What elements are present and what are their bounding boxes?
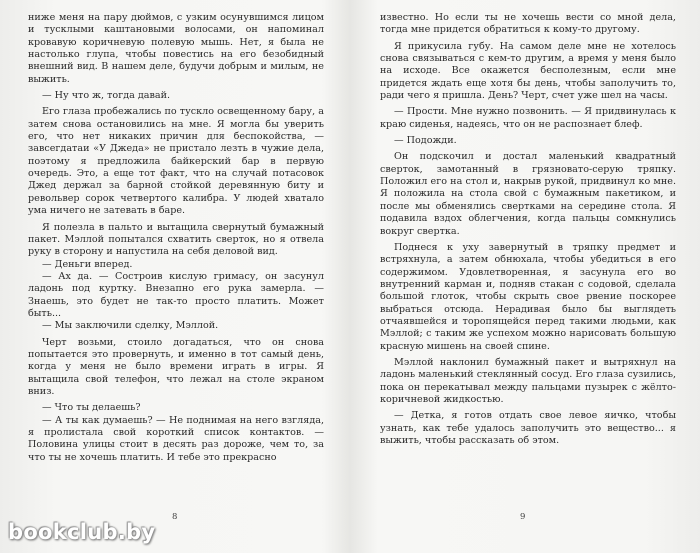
left-page (28, 12, 324, 532)
paragraph: — Ах да. — Состроив кислую гримасу, он засунул ладонь под куртку. Внезапно его рука замерла. — Знаешь, это будет не так-то просто платить. Может быть... (28, 270, 324, 319)
paragraph: — Деньги вперед. (42, 258, 133, 270)
watermark-logo: bookclub.by (8, 520, 156, 544)
paragraph: — Мы заключили сделку, Мэллой. (42, 320, 219, 332)
paragraph: — Что ты делаешь? (42, 402, 141, 414)
paragraph: Поднеся к уху завернутый в тряпку предмет и встряхнула, а затем обнюхала, чтобы убедиться в его содержимом. Удовлетворенная, я засунула его во внутренний карман и, подняв стакан с содовой, сделала большой глоток, чтобы скрыть свое рвение поскорее выбраться отсюда. Нерадивая было бы выглядеть отчаявшейся и торопящейся перед такими людьми, как Мэллой; с таким же успехом можно нарисовать большую красную мишень на своей спине. (380, 241, 676, 352)
right-page (380, 12, 676, 532)
paragraph: Его глаза пробежались по тускло освещенному бару, а затем снова остановились на мне. Я могла бы уверить его, что нет никаких причин для беспокойства, — завсегдатаи «У Джеда» не пристало лезть в чужие дела, поэтому я предложила байкерский бар в первую очередь. Это, а еще тот факт, что на случай потасовок Джед держал за барной стойкой деревянную биту и револьвер сорок четвертого калибра. У людей хватало ума ничего не затевать в баре. (28, 106, 324, 217)
paragraph: — Прости. Мне нужно позвонить. — Я придвинулась к краю сиденья, надеясь, что он не распознает блеф. (380, 106, 676, 130)
right-page-number: 9 (520, 512, 526, 522)
paragraph: — Подожди. (394, 135, 457, 147)
paragraph: Я прикусила губу. На самом деле мне не хотелось снова связываться с кем-то другим, а время у меня было на исходе. Все окажется бесполезным, если мне придется ждать еще хотя бы день, чтобы заполучить то, ради чего я пришла. День? Черт, счет уже шел на часы. (380, 40, 676, 102)
paragraph: Черт возьми, стоило догадаться, что он снова попытается это провернуть, и именно в тот самый день, когда у меня не было времени играть в игры. Я вытащила свой телефон, что лежал на столе экраном вниз. (28, 336, 324, 397)
paragraph: — Ну что ж, тогда давай. (42, 90, 171, 102)
paragraph: Мэллой наклонил бумажный пакет и вытряхнул на ладонь маленький стеклянный сосуд. Его глаза сузились, пока он перекатывал между пальцами пузырек с жёлто-коричневой жидкостью. (380, 356, 676, 405)
left-page-number: 8 (172, 512, 178, 522)
paragraph: — А ты как думаешь? — Не поднимая на него взгляда, я пролистала свой короткий список контактов. — Половина улицы стоит в десять раз дороже, чем то, за что ты не хочешь платить. И тебе это прекрасно (28, 414, 324, 463)
paragraph: — Детка, я готов отдать свое левое яичко, чтобы узнать, как тебе удалось заполучить это вещество... я выжить, чтобы рассказать об этом. (380, 410, 676, 446)
paragraph: ниже меня на пару дюймов, с узким осунувшимся лицом и тусклыми каштановыми волосами, он напоминал кровавую коричневую полевую мышь. Нет, я была не настолько глупа, чтобы повестись на его безобидный внешний вид. В нашем деле, будучи добрым и милым, не выжить. (28, 12, 324, 85)
paragraph: известно. Но если ты не хочешь вести со мной дела, тогда мне придется обратиться к кому-то другому. (380, 12, 676, 36)
paragraph: Он подскочил и достал маленький квадратный сверток, замотанный в грязновато-серую тряпку. Положил его на стол и, накрыв рукой, придвинул ко мне. Я положила на стола свой с бумажным пакетиком, и после мы обменялись свертками на середине стола. Я подавила вздох облегчения, когда пальцы сомкнулись вокруг свертка. (380, 151, 676, 237)
paragraph: Я полезла в пальто и вытащила свернутый бумажный пакет. Мэллой попытался схватить сверток, но я отвела руку в сторону и напустила на себя деловой вид. (28, 221, 324, 258)
